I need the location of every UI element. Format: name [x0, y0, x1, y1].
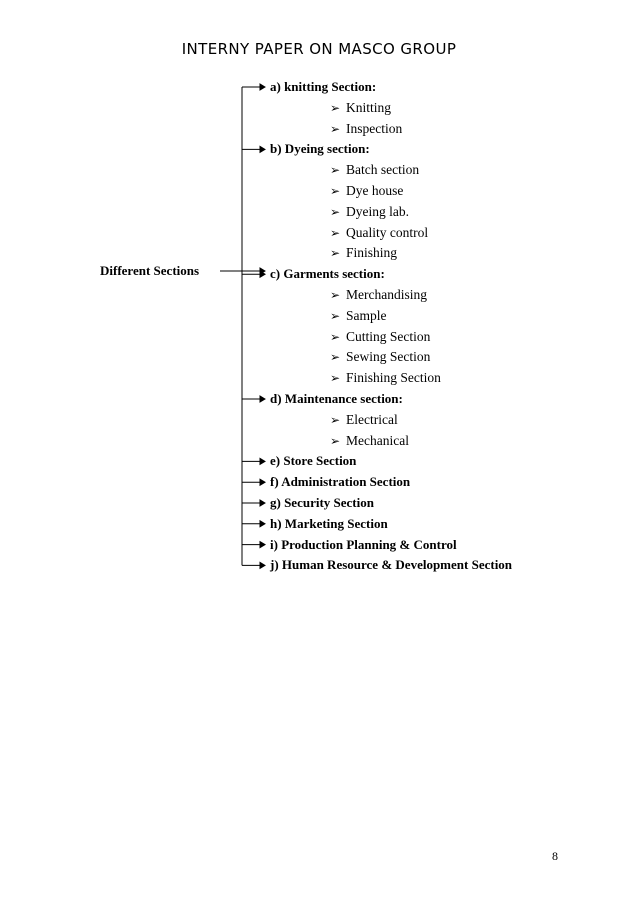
arrow-bullet-icon: ➢: [330, 433, 341, 448]
arrowhead-icon: [260, 396, 265, 402]
arrow-bullet-icon: ➢: [330, 308, 341, 323]
list-item: [330, 100, 391, 116]
list-item-label: Sewing Section: [346, 349, 431, 365]
arrow-bullet-icon: ➢: [330, 100, 341, 115]
list-item-label: Knitting: [346, 99, 392, 115]
section-heading: c) Garments section:: [270, 266, 385, 282]
list-item: [330, 412, 398, 428]
list-item-label: Finishing Section: [346, 370, 441, 386]
list-item-label: Cutting Section: [346, 328, 431, 344]
section-heading: f) Administration Section: [270, 474, 411, 490]
section-heading: i) Production Planning & Control: [270, 536, 457, 552]
list-item: [330, 287, 427, 303]
arrow-bullet-icon: ➢: [330, 246, 341, 261]
list-item: [330, 183, 403, 199]
arrow-bullet-icon: ➢: [330, 350, 341, 365]
arrow-bullet-icon: ➢: [330, 121, 341, 136]
list-item: [330, 308, 387, 324]
list-item: [330, 329, 430, 345]
different-sections-label: Different Sections: [100, 263, 200, 278]
arrowhead-icon: [260, 146, 265, 152]
arrowhead-icon: [260, 521, 265, 527]
list-item-label: Dye house: [346, 183, 404, 198]
arrowhead-icon: [260, 458, 265, 464]
list-item-label: Inspection: [346, 120, 403, 136]
arrow-bullet-icon: ➢: [330, 184, 341, 198]
section-heading: j) Human Resource & Development Section: [270, 557, 513, 573]
list-item: [330, 162, 419, 178]
list-item: [330, 204, 409, 220]
page-header-title: INTERNY PAPER ON MASCO GROUP: [181, 40, 457, 58]
list-item: [330, 433, 409, 449]
page-number: 8: [552, 849, 558, 863]
section-heading: b) Dyeing section:: [270, 141, 370, 157]
arrow-bullet-icon: ➢: [330, 225, 341, 240]
arrow-bullet-icon: ➢: [330, 204, 341, 219]
arrowhead-icon: [260, 500, 265, 506]
list-item-label: Mechanical: [346, 432, 409, 448]
list-item: [330, 121, 402, 137]
section-heading: a) knitting Section:: [270, 79, 377, 94]
arrowhead-icon: [260, 562, 265, 568]
arrow-bullet-icon: ➢: [330, 371, 341, 386]
arrow-bullet-icon: ➢: [330, 163, 341, 178]
arrowhead-icon: [260, 542, 265, 548]
list-item-label: Electrical: [346, 411, 398, 427]
list-item-label: Dyeing lab.: [346, 203, 409, 219]
arrowhead-icon: [260, 479, 265, 485]
list-item-label: Sample: [346, 307, 387, 323]
section-heading: g) Security Section: [270, 495, 374, 510]
arrow-bullet-icon: ➢: [330, 412, 341, 427]
list-item-label: Quality control: [346, 224, 429, 240]
list-item: [330, 225, 428, 241]
list-item: [330, 349, 430, 365]
section-heading: h) Marketing Section: [270, 515, 388, 531]
arrow-bullet-icon: ➢: [330, 329, 341, 344]
section-heading: d) Maintenance section:: [270, 391, 403, 406]
list-item-label: Finishing: [346, 245, 398, 261]
list-item-label: Merchandising: [346, 287, 427, 302]
arrowhead-icon: [260, 84, 265, 90]
list-item-label: Batch section: [346, 162, 420, 178]
section-heading: e) Store Section: [270, 453, 357, 469]
list-item: [330, 370, 441, 386]
list-item: [330, 245, 397, 261]
arrow-bullet-icon: ➢: [330, 288, 341, 302]
